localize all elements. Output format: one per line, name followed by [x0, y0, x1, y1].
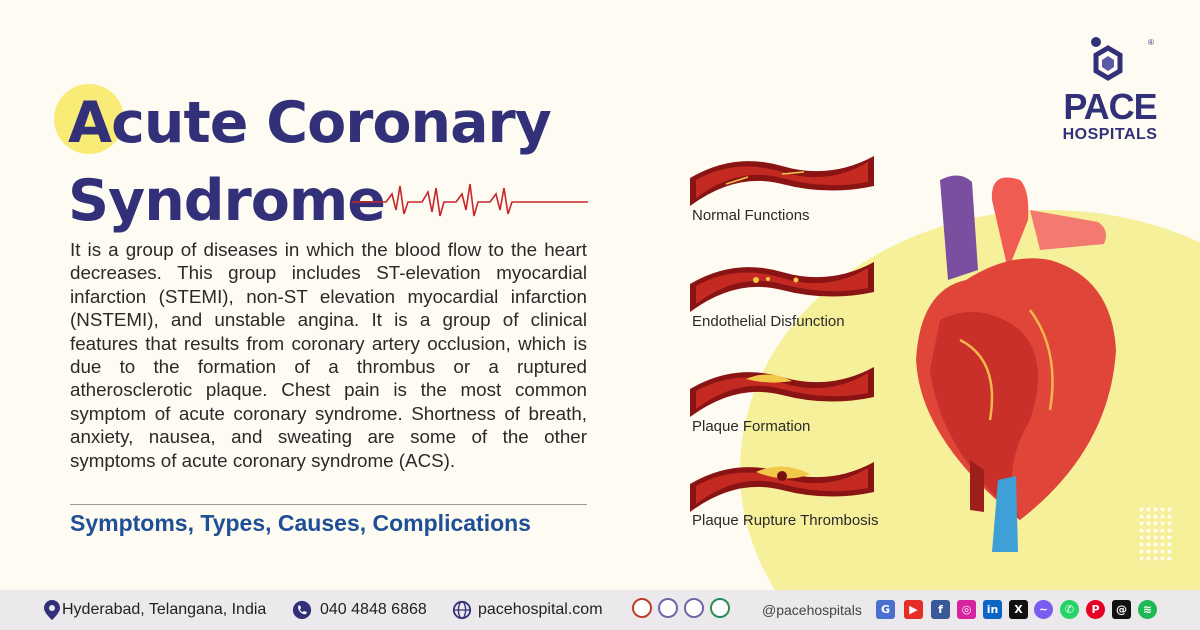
stage-label-3: Plaque Formation [692, 418, 811, 435]
accreditation-badge-1 [632, 598, 652, 618]
whatsapp-icon[interactable]: ✆ [1060, 600, 1079, 619]
phone-icon [292, 599, 312, 621]
pace-hospitals-logo[interactable] [1050, 34, 1170, 149]
youtube-icon[interactable]: ▶ [904, 600, 923, 619]
stage-label-4: Plaque Rupture Thrombosis [692, 512, 879, 529]
instagram-icon[interactable]: ◎ [957, 600, 976, 619]
accreditation-badge-3 [684, 598, 704, 618]
spotify-icon[interactable]: ≋ [1138, 600, 1157, 619]
divider [70, 504, 587, 505]
registered-mark: ® [1148, 38, 1154, 47]
footer-bar [0, 590, 1200, 630]
footer-handle[interactable]: @pacehospitals [762, 602, 862, 618]
accreditation-badge-2 [658, 598, 678, 618]
threads-icon[interactable]: @ [1112, 600, 1131, 619]
facebook-icon[interactable]: f [931, 600, 950, 619]
artery-plaque-illustration [686, 355, 878, 417]
footer-website[interactable]: pacehospital.com [478, 601, 603, 618]
ecg-line-icon [352, 180, 588, 220]
accreditation-badge-4 [710, 598, 730, 618]
topics-link[interactable]: Symptoms, Types, Causes, Complications [70, 510, 531, 536]
messenger-icon[interactable]: ~ [1034, 600, 1053, 619]
decorative-dots [1138, 506, 1172, 564]
footer-phone[interactable]: 040 4848 6868 [320, 601, 427, 618]
title-line-2: Syndrome [68, 168, 385, 234]
globe-icon [452, 599, 472, 621]
description-text: It is a group of diseases in which the blood flow to the heart decreases. This group includes ST-elevation myocardial infarction (STEMI), non-ST elevation myocardial infarction (NSTEMI), and unstable angina. It is a group of clinical features that results from coronary artery occlusion, which is due to the formation of a thrombus or a ruptured atherosclerotic plaque. Chest pain is the most common symptom of acute coronary syndrome. Shortness of breath, anxiety, nausea, and sweating are some of the other symptoms of acute coronary syndrome (ACS). [70, 239, 587, 471]
artery-normal-illustration [686, 144, 878, 206]
x-icon[interactable]: X [1009, 600, 1028, 619]
pinterest-icon[interactable]: P [1086, 600, 1105, 619]
google-business-icon[interactable]: G [876, 600, 895, 619]
stage-label-1: Normal Functions [692, 207, 810, 224]
artery-rupture-illustration [686, 450, 878, 512]
footer-location: Hyderabad, Telangana, India [62, 601, 267, 618]
linkedin-icon[interactable]: in [983, 600, 1002, 619]
logo-name: PACE [1063, 86, 1157, 127]
artery-endothelial-illustration [686, 250, 878, 312]
stage-label-2: Endothelial Disfunction [692, 313, 845, 330]
logo-subtitle: HOSPITALS [1062, 126, 1158, 143]
logo-mark-icon [1080, 34, 1140, 86]
title-line-1: Acute Coronary [68, 90, 551, 156]
heart-illustration [880, 160, 1140, 560]
location-pin-icon [42, 599, 62, 621]
